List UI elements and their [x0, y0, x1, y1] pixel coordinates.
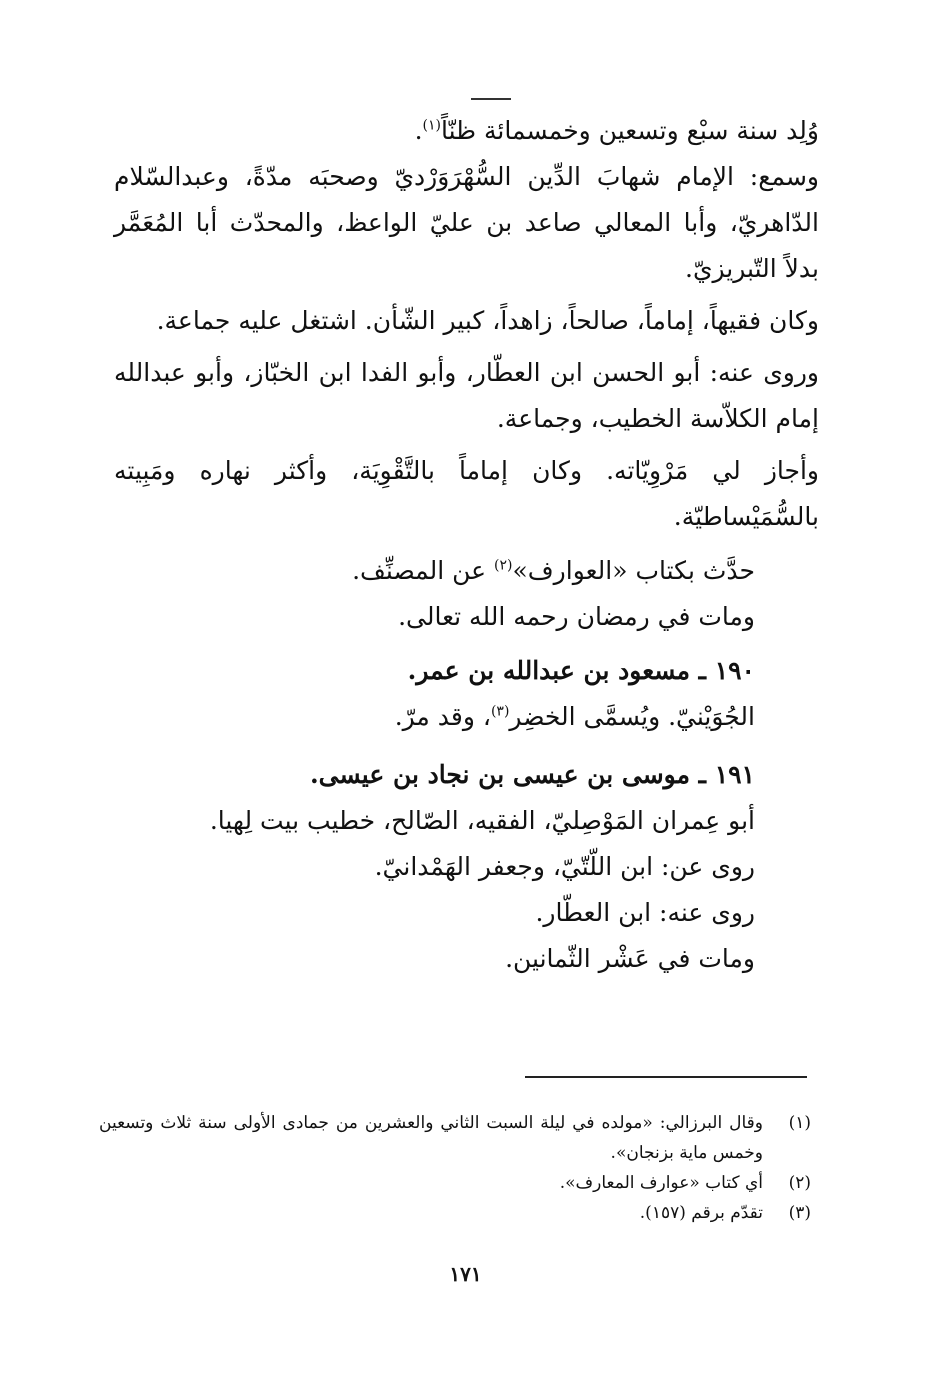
- entry-190-title: ١٩٠ ـ مسعود بن عبدالله بن عمر.: [407, 656, 755, 685]
- entry-191-line-1: أبو عِمران المَوْصِليّ، الفقيه، الصّالح، خطيب بيت لِهيا.: [209, 806, 755, 835]
- paragraph-birth: وُلِد سنة سبْع وتسعين وخمسمائة ظنّاً$^{(١)}$.: [414, 116, 819, 145]
- footnote-1: [99, 1108, 811, 1168]
- main-text: [114, 108, 819, 540]
- entry-191-line-2: روى عن: ابن اللّتّيّ، وجعفر الهَمْدانيّ.: [374, 852, 755, 881]
- entry-191-line-4: ومات في عَشْر الثّمانين.: [505, 944, 755, 973]
- footnote-text: تقدّم برقم (١٥٧).: [639, 1203, 763, 1223]
- paragraph-ijaza: وأجاز لي مَرْوِيّاته. وكان إماماً بالتَّقْوِيَة، وأكثر نهاره ومَبِيته بالسُّمَيْساطيّة.: [114, 456, 819, 531]
- paragraph-description: وكان فقيهاً، إماماً، صالحاً، زاهداً، كبير الشّأن. اشتغل عليه جماعة.: [156, 306, 819, 335]
- entry-191-line-3: روى عنه: ابن العطّار.: [535, 898, 755, 927]
- footnote-3: [99, 1198, 811, 1228]
- paragraph-teachers: وسمع: الإمام شهابَ الدِّين السُّهْرَوَرْديّ وصحبَه مدّةً، وعبدالسّلام الدّاهريّ، وأبا المعالي صاعد بن عليّ الواعظ، والمحدّث أبا المُعَمَّر بدلاً التّبريزيّ.: [114, 162, 819, 283]
- footnote-divider: [525, 1076, 807, 1078]
- footnote-2: [99, 1168, 811, 1198]
- footnote-number: (١): [788, 1113, 811, 1133]
- footnote-ref-1: (١): [422, 117, 442, 134]
- entry-191-title: ١٩١ ـ موسى بن عيسى بن نجاد بن عيسى.: [309, 760, 755, 789]
- footnote-ref-3: (٣): [490, 703, 510, 720]
- indented-text: [115, 548, 755, 982]
- footnote-ref-2: (٢): [494, 557, 513, 574]
- entry-190-line: الجُوَيْنيّ. ويُسمَّى الخضِر$^{(٣)}$، وقد مرّ.: [394, 702, 755, 731]
- footnote-number: (٣): [788, 1203, 811, 1223]
- footnote-number: (٢): [788, 1173, 811, 1193]
- line-awarif: حدَّث بكتاب «العوارف»$^{(٢)}$ عن المصنِّف.: [352, 556, 755, 585]
- top-mark: [471, 98, 511, 100]
- footnote-text: أي كتاب «عوارف المعارف».: [559, 1173, 763, 1193]
- paragraph-students: وروى عنه: أبو الحسن ابن العطّار، وأبو الفدا ابن الخبّاز، وأبو عبدالله إمام الكلاّسة الخطيب، وجماعة.: [114, 358, 819, 433]
- page-number: ١٧١: [449, 1262, 482, 1286]
- footnotes: [99, 1108, 811, 1228]
- footnote-text: وقال البرزالي: «مولده في ليلة السبت الثاني والعشرين من جمادى الأولى سنة ثلاث وتسعين وخمس ماية بزنجان».: [99, 1113, 763, 1163]
- line-death: ومات في رمضان رحمه الله تعالى.: [398, 602, 755, 631]
